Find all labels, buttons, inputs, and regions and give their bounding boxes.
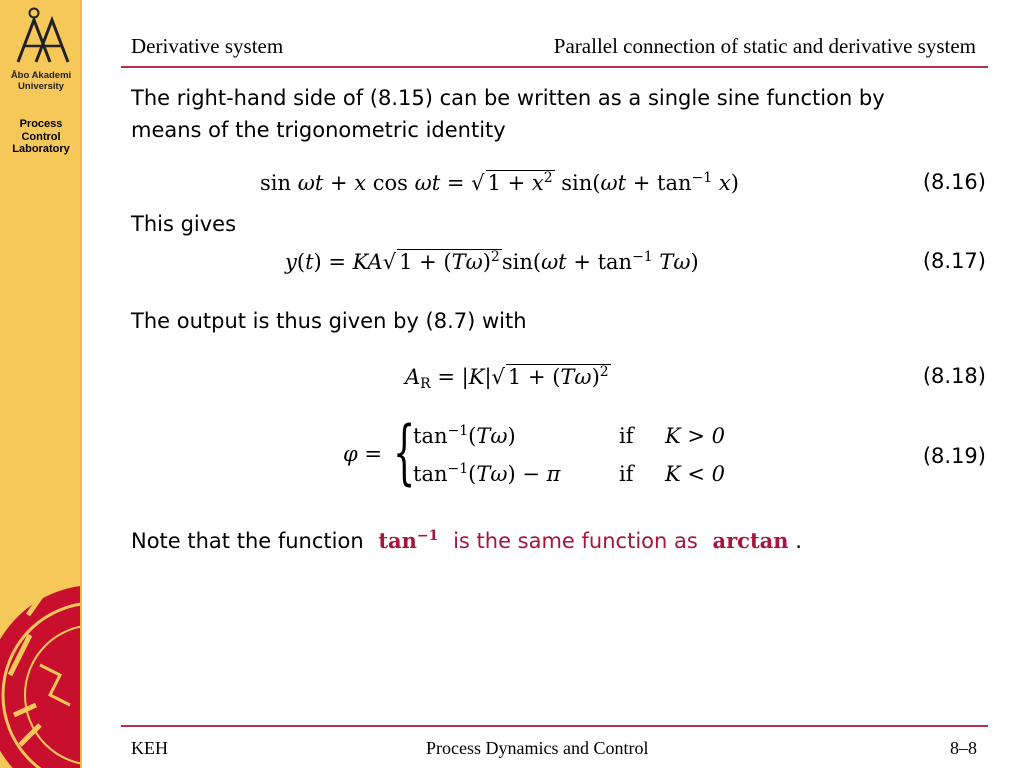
university-seal-icon bbox=[0, 555, 82, 768]
header-divider bbox=[121, 66, 988, 68]
footer-divider bbox=[121, 725, 988, 727]
note-line bbox=[131, 528, 802, 553]
cases-brace: { bbox=[393, 411, 416, 493]
header-slide-title: Parallel connection of static and derivative system bbox=[553, 34, 976, 58]
note-arctan: arctan bbox=[712, 528, 789, 553]
university-line1: Åbo Akademi bbox=[10, 70, 72, 81]
note-suffix: . bbox=[795, 529, 802, 553]
note-tan-inverse bbox=[378, 528, 438, 553]
equation-8-19 bbox=[343, 411, 763, 498]
intro-line1: The right-hand side of (8.15) can be written as a single sine function by bbox=[131, 86, 885, 110]
equation-8-17: y(t) = KA√ $1 + (T\omega)^2\sin(\omega t + \tan^{-1} T\omega)$ bbox=[285, 249, 699, 274]
case-row-2: $\tan^{-1}(T\omega) - \pi$ if K < 0 bbox=[413, 461, 725, 486]
output-text: The output is thus given by (8.7) with bbox=[131, 309, 527, 333]
tan-inv-label: tan bbox=[378, 528, 417, 553]
lab-line2: Control bbox=[21, 130, 61, 143]
sidebar-edge bbox=[80, 0, 82, 768]
case1-condition: K > 0 bbox=[665, 424, 725, 448]
university-name bbox=[0, 70, 82, 92]
tan-inv-exponent: −1 bbox=[416, 528, 439, 544]
case-row-1: $\tan^{-1}(T\omega)$ if K > 0 bbox=[413, 423, 725, 448]
case1-if: if bbox=[619, 424, 634, 448]
lab-line3: Laboratory bbox=[12, 143, 70, 155]
case2-condition: K < 0 bbox=[665, 462, 725, 486]
this-gives-text: This gives bbox=[131, 212, 237, 236]
abo-akademi-logo-icon bbox=[6, 6, 76, 64]
lab-name bbox=[0, 118, 82, 156]
sidebar bbox=[0, 0, 82, 768]
header-section-title: Derivative system bbox=[131, 34, 284, 58]
equation-8-18: $A_R = |K|√$ $1 + (T\omega)^2$ bbox=[405, 364, 609, 392]
equation-number-8-16: (8.16) bbox=[922, 170, 986, 194]
equation-8-16: sin ωt + x cos ωt = √ $1 + x^2$ $\sin(\omega t + \tan^{-1} x)$ bbox=[260, 170, 739, 195]
lab-line1: Process bbox=[19, 118, 63, 130]
case2-if: if bbox=[619, 462, 634, 486]
equation-number-8-17: (8.17) bbox=[922, 249, 986, 273]
note-prefix: Note that the function bbox=[131, 529, 364, 553]
note-middle: is the same function as bbox=[453, 529, 698, 553]
equation-number-8-19: (8.19) bbox=[922, 444, 986, 468]
intro-paragraph bbox=[131, 82, 885, 146]
footer-page-number: 8–8 bbox=[950, 738, 977, 758]
footer-course: Process Dynamics and Control bbox=[426, 738, 649, 758]
equation-number-8-18: (8.18) bbox=[922, 364, 986, 388]
university-line2: University bbox=[18, 81, 64, 92]
intro-line2: means of the trigonometric identity bbox=[131, 118, 506, 142]
footer-author: KEH bbox=[131, 738, 168, 758]
phi-symbol: φ = bbox=[343, 442, 382, 466]
